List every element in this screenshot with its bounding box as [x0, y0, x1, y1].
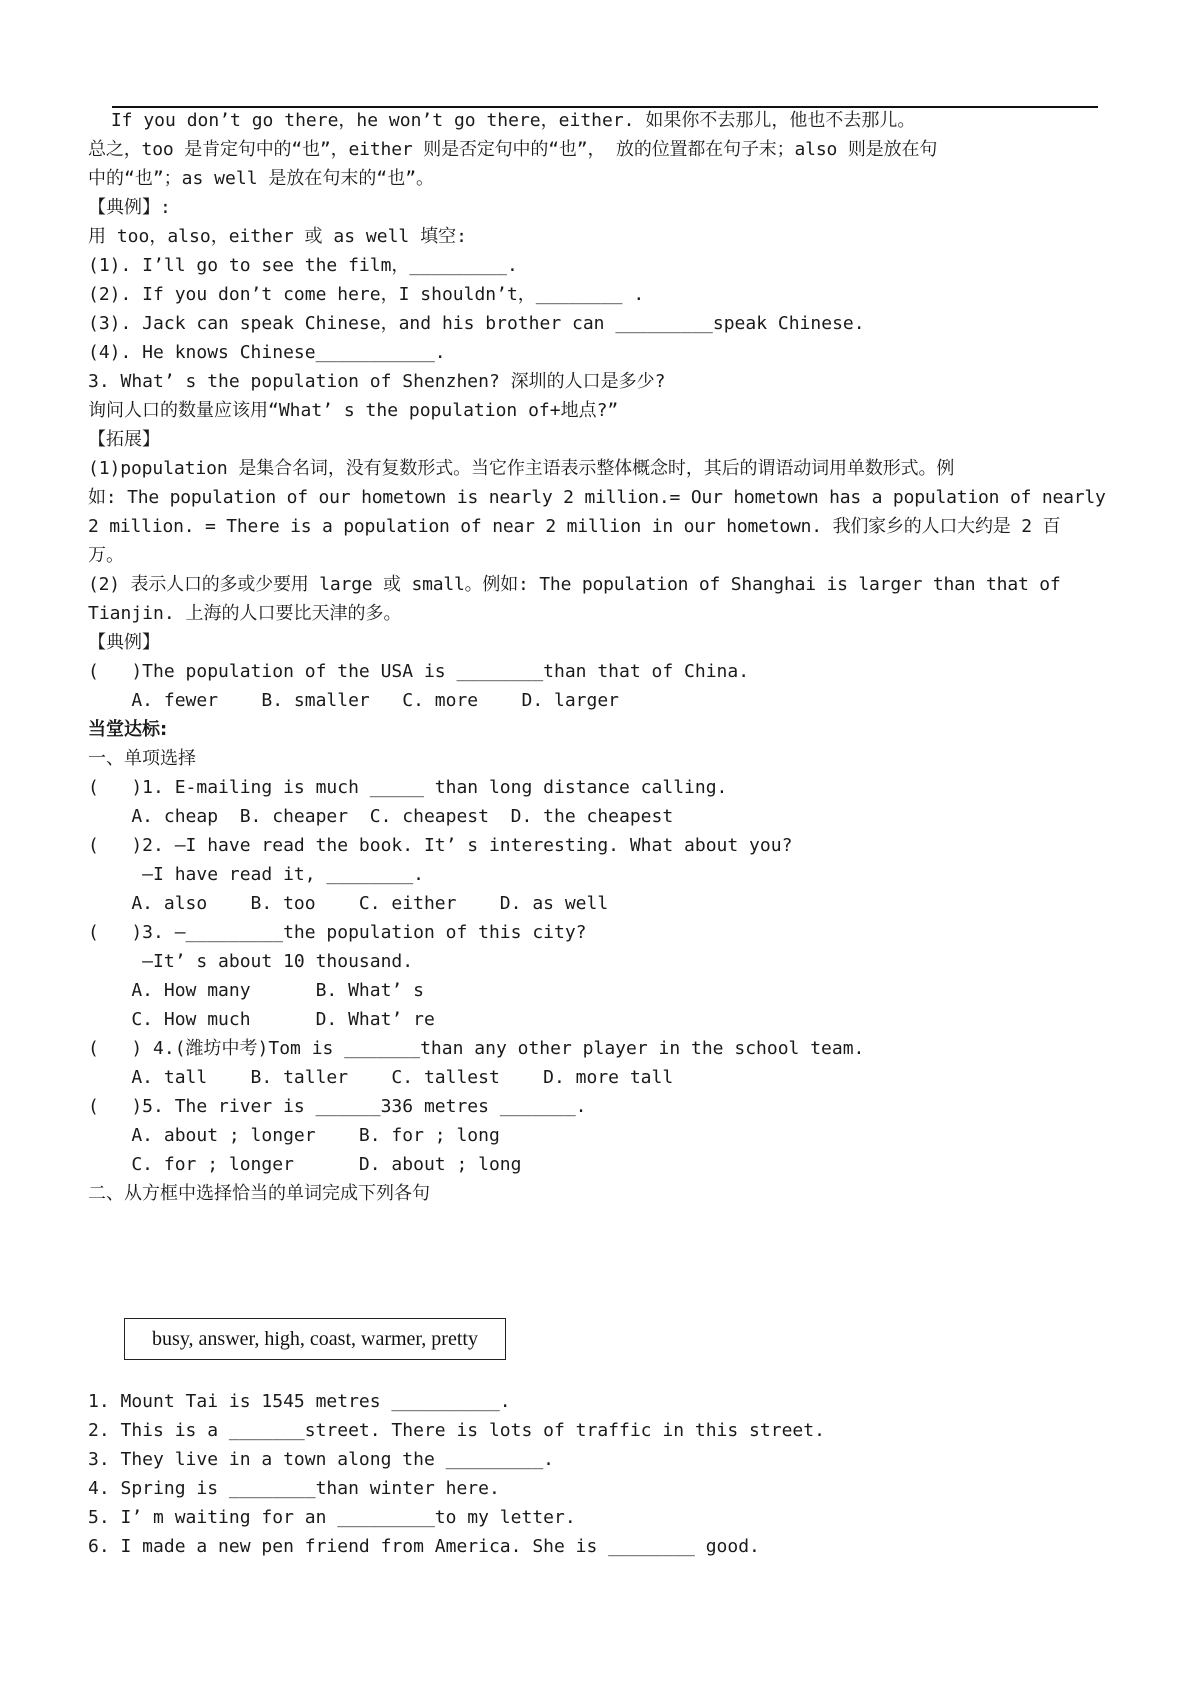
- word-box: busy, answer, high, coast, warmer, pretty: [124, 1318, 506, 1360]
- question-1: ( )1. E-mailing is much _____ than long distance calling.: [88, 777, 728, 798]
- fill-in-sentence-6: 6. I made a new pen friend from America. She is ________ good.: [88, 1536, 760, 1557]
- exercise-item-3: (3). Jack can speak Chinese，and his brother can _________speak Chinese.: [88, 313, 865, 334]
- fill-in-sentence-5: 5. I’ m waiting for an _________to my letter.: [88, 1507, 576, 1528]
- extension-para-2-line-1: (2) 表示人口的多或少要用 large 或 small。例如: The population of Shanghai is larger than that of: [88, 574, 1061, 595]
- section-title-practice: 当堂达标:: [88, 719, 168, 740]
- question-2-options: A. also B. too C. either D. as well: [88, 893, 609, 914]
- question-5-options-row-2: C. for ; longer D. about ; long: [88, 1154, 522, 1175]
- fill-in-sentence-3: 3. They live in a town along the _________.: [88, 1449, 554, 1470]
- extension-para-1-line-3: 2 million. = There is a population of near 2 million in our hometown. 我们家乡的人口大约是 2 百: [88, 516, 1061, 537]
- exercise-item-4: (4). He knows Chinese___________.: [88, 342, 446, 363]
- header-rule: [112, 106, 1098, 108]
- extension-heading: 【拓展】: [88, 429, 160, 450]
- example-question: ( )The population of the USA is ________than that of China.: [88, 661, 750, 682]
- exercise-item-2: (2). If you don’t come here，I shouldn’t，________ .: [88, 284, 645, 305]
- question-5-options-row-1: A. about ; longer B. for ; long: [88, 1125, 500, 1146]
- question-3: ( )3. –_________the population of this city?: [88, 922, 587, 943]
- either-example-line: If you don’t go there，he won’t go there，either. 如果你不去那儿，他也不去那儿。: [100, 110, 916, 131]
- summary-line-1: 总之，too 是肯定句中的“也”，either 则是否定句中的“也”， 放的位置都在句子末；also 则是放在句: [88, 139, 938, 160]
- example-heading: 【典例】:: [88, 197, 171, 218]
- example-heading-2: 【典例】: [88, 632, 160, 653]
- extension-para-1-line-2: 如: The population of our hometown is nearly 2 million.= Our hometown has a population of nearly: [88, 487, 1106, 508]
- question-1-options: A. cheap B. cheaper C. cheapest D. the cheapest: [88, 806, 674, 827]
- question-3-options-row-1: A. How many B. What’ s: [88, 980, 424, 1001]
- fill-in-sentence-2: 2. This is a _______street. There is lots of traffic in this street.: [88, 1420, 825, 1441]
- point-3-heading: 3. What’ s the population of Shenzhen? 深圳的人口是多少?: [88, 371, 666, 392]
- part-1-title: 一、单项选择: [88, 748, 196, 769]
- extension-para-2-line-2: Tianjin. 上海的人口要比天津的多。: [88, 603, 402, 624]
- example-options: A. fewer B. smaller C. more D. larger: [88, 690, 620, 711]
- instruction-line: 用 too，also，either 或 as well 填空:: [88, 226, 467, 247]
- point-3-note: 询问人口的数量应该用“What’ s the population of+地点?”: [88, 400, 619, 421]
- question-5: ( )5. The river is ______336 metres _______.: [88, 1096, 587, 1117]
- part-2-title: 二、从方框中选择恰当的单词完成下列各句: [88, 1183, 430, 1204]
- question-3-options-row-2: C. How much D. What’ re: [88, 1009, 435, 1030]
- extension-para-1-line-1: (1)population 是集合名词，没有复数形式。当它作主语表示整体概念时，其后的谓语动词用单数形式。例: [88, 458, 955, 479]
- fill-in-sentence-1: 1. Mount Tai is 1545 metres __________.: [88, 1391, 511, 1412]
- question-2: ( )2. –I have read the book. It’ s interesting. What about you?: [88, 835, 793, 856]
- exercise-item-1: (1). I’ll go to see the film，_________.: [88, 255, 518, 276]
- question-2-reply: –I have read it, ________.: [88, 864, 424, 885]
- fill-in-sentence-4: 4. Spring is ________than winter here.: [88, 1478, 500, 1499]
- question-3-reply: –It’ s about 10 thousand.: [88, 951, 414, 972]
- extension-para-1-line-4: 万。: [88, 545, 124, 566]
- summary-line-2: 中的“也”；as well 是放在句末的“也”。: [88, 168, 435, 189]
- question-4-options: A. tall B. taller C. tallest D. more tall: [88, 1067, 674, 1088]
- question-4: ( ) 4.(潍坊中考)Tom is _______than any other player in the school team.: [88, 1038, 865, 1059]
